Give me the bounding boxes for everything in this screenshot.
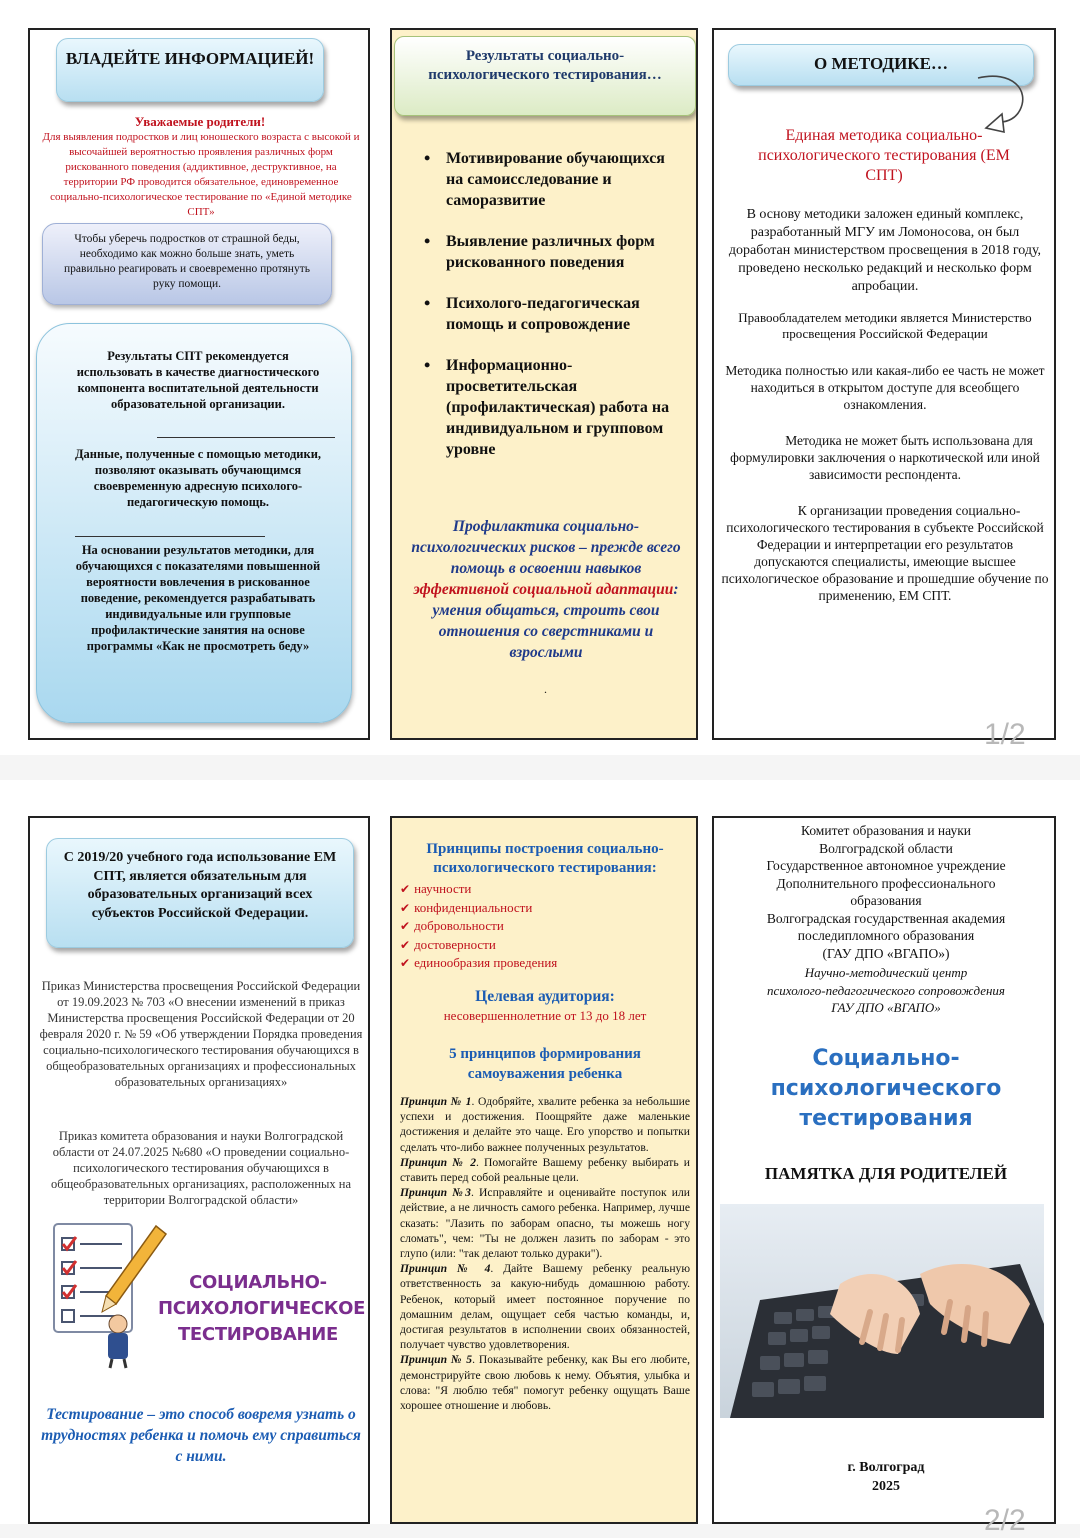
check-icon: ✔ bbox=[400, 900, 411, 915]
divider bbox=[75, 536, 265, 537]
goal-item: • Психолого-педагогическая помощь и сопровождение bbox=[420, 293, 684, 335]
center-line: ГАУ ДПО «ВГАПО» bbox=[831, 1000, 941, 1015]
panel-about bbox=[712, 28, 1056, 740]
help-text: Чтобы уберечь подростков от страшной беды, необходимо как можно больше знать, уметь правильно реагировать и своевременно протянуть руку помощи. bbox=[64, 233, 310, 290]
page-1 bbox=[0, 0, 1080, 755]
tagline: Тестирование – это способ вовремя узнать о трудностях ребенка и помочь ему справиться с ними. bbox=[41, 1406, 361, 1465]
principle-text: . Исправляйте и оценивайте поступок или действие, а не личность самого ребенка. Например, лучше сказать: "Лазить по заборам опасно, ты можешь ногу сломать", чем: "Ты не должен лазить по заборам - это глупо (или: "так делают только дураки"). bbox=[400, 1186, 690, 1261]
mandatory-banner-text: С 2019/20 учебного года использование ЕМ СПТ, является обязательным для образовательных организаций всех субъектов Российской Федерации. bbox=[63, 850, 337, 921]
principle-item bbox=[400, 917, 680, 936]
panel-mandatory bbox=[28, 816, 370, 1524]
order-1: Приказ Министерства просвещения Российской Федерации от 19.09.2023 № 703 «О внесении изменений в приказ Министерства просвещения Российской Федерации от 20 февраля 2020 г. № 59 «Об утверждении Порядка проведения социально-психологического тестирования обучающихся в общеобразовательных организациях и профессиональных образовательных организациях» bbox=[39, 979, 363, 1089]
help-box bbox=[42, 223, 332, 305]
principle-label: единообразия проведения bbox=[414, 955, 558, 970]
principle-paragraph bbox=[400, 1094, 690, 1155]
principles-title: Принципы построения социально-психологического тестирования: bbox=[426, 841, 664, 876]
principle-paragraph bbox=[400, 1261, 690, 1352]
principle-item bbox=[400, 936, 680, 955]
method-title: Единая методика социально-психологического тестирования (ЕМ СПТ) bbox=[758, 127, 1010, 184]
center-name bbox=[720, 964, 1052, 1017]
about-p5: К организации проведения социально-психологического тестирования в субъекте Российской Федерации и интерпретации его результатов допускаются специалисты, имеющие высшее психологическое образование и прошедшие обучение по применению, ЕМ СПТ. bbox=[721, 503, 1049, 603]
goals-list bbox=[420, 148, 684, 480]
city: г. Волгоград bbox=[847, 1460, 925, 1475]
logo-text bbox=[158, 1270, 366, 1348]
principle-text: . Одобряйте, хвалите ребенка за небольшие успехи и достижения. Поощряйте даже маленькие достижения и делайте это чаще. Его упорство и попытки сделать что-либо важнее полученных результатов. bbox=[400, 1095, 690, 1154]
center-line: психолого-педагогического сопровождения bbox=[767, 982, 1005, 998]
slogan-part-1: Профилактика социально-психологических рисков – прежде всего помощь в освоении навыков bbox=[411, 518, 681, 577]
inform-banner bbox=[56, 38, 324, 102]
goal-item: • Выявление различных форм рискованного поведения bbox=[420, 231, 684, 273]
divider bbox=[157, 437, 335, 438]
rec-p1: Результаты СПТ рекомендуется использовать в качестве диагностического компонента воспитательной деятельности образовательной организации. bbox=[76, 349, 320, 411]
principle-label: Принцип № 2 bbox=[400, 1155, 476, 1169]
about-p3: Методика полностью или какая-либо ее часть не может находиться в открытом доступе для всеобщего ознакомления. bbox=[725, 363, 1045, 412]
org-line: Государственное автономное учреждение bbox=[766, 858, 1006, 873]
audience-title: Целевая аудитория: bbox=[475, 988, 615, 1005]
principle-label: конфиденциальности bbox=[414, 899, 533, 915]
slogan bbox=[406, 516, 686, 663]
principle-text: . Показывайте ребенку, как Вы его любите, демонстрируйте свою любовь к нему. Объятия, улыбка и слова: "Я люблю тебя" помогут ребенку ощущать Ваше хорошее отношение и любовь. bbox=[400, 1353, 691, 1413]
check-icon: ✔ bbox=[400, 956, 411, 970]
panel-principles bbox=[390, 816, 698, 1524]
goal-item: • Мотивирование обучающихся на самоисследование и саморазвитие bbox=[420, 148, 684, 211]
logo-line-3: ТЕСТИРОВАНИЕ bbox=[177, 1324, 339, 1345]
principle-paragraph bbox=[400, 1185, 690, 1261]
about-banner-text: О МЕТОДИКЕ… bbox=[814, 54, 948, 73]
center-line: Научно-методический центр bbox=[804, 965, 968, 980]
org-line: Дополнительного профессионального bbox=[776, 875, 996, 891]
panel-cover bbox=[712, 816, 1056, 1524]
about-p2: Правообладателем методики является Министерство просвещения Российской Федерации bbox=[738, 310, 1032, 341]
slogan-part-2: : умения общаться, строить свои отношения со сверстниками и взрослыми bbox=[432, 581, 679, 661]
principle-paragraph bbox=[400, 1155, 690, 1185]
principle-paragraph bbox=[400, 1352, 690, 1413]
about-p1: В основу методики заложен единый комплекс, разработанный МГУ им Ломоносова, он был доработан министерством просвещения в 2018 году, проведено несколько редакций и несколько форм апробации. bbox=[728, 207, 1042, 294]
org-line: Волгоградской области bbox=[819, 840, 953, 856]
organization bbox=[720, 822, 1052, 962]
principles-details bbox=[400, 1094, 690, 1413]
recommendations-box bbox=[36, 323, 352, 723]
principle-label: Принцип № 4 bbox=[400, 1262, 491, 1276]
panel-inform bbox=[28, 28, 370, 740]
greeting: Уважаемые родители! bbox=[134, 114, 266, 129]
about-p4: Методика не может быть использована для формулировки заключения о наркотической или иной зависимости респондента. bbox=[730, 433, 1040, 482]
principle-label: научности bbox=[414, 881, 472, 896]
slogan-highlight: эффективной социальной адаптации bbox=[413, 581, 674, 598]
principle-item bbox=[400, 880, 680, 899]
org-line: Комитет образования и науки bbox=[800, 823, 971, 838]
org-line: (ГАУ ДПО «ВГАПО») bbox=[822, 945, 950, 961]
check-icon: ✔ bbox=[400, 919, 411, 933]
org-line: образования bbox=[850, 893, 922, 908]
principle-text: . Помогайте Вашему ребенку выбирать и ставить перед собой реальные цели. bbox=[400, 1155, 690, 1185]
keyboard-photo-icon bbox=[720, 1204, 1044, 1418]
results-banner bbox=[394, 36, 696, 116]
logo-line-1: СОЦИАЛЬНО- bbox=[189, 1272, 327, 1293]
audience-text: несовершеннолетние от 13 до 18 лет bbox=[443, 1008, 647, 1023]
rec-p2: Данные, полученные с помощью методики, позволяют оказывать обучающимся своевременную адресную психолого-педагогическую помощь. bbox=[74, 447, 322, 509]
cover-title: Социально-психологического тестирования bbox=[770, 1046, 1002, 1131]
principle-label: Принцип №3 bbox=[400, 1186, 471, 1200]
principle-text: . Дайте Вашему ребенку реальную ответственность за какую-нибудь домашнюю работу. Ребенок, который имеет постоянное поручение по домашним делам, ощущает себя частью команды, и, достигая результатов в исполнении своих обязанностей, получает чувство удовлетворения. bbox=[400, 1262, 690, 1352]
rec-p3: На основании результатов методики, для обучающихся с показателями повышенной вероятности вовлечения в рискованное поведение, рекомендуется разрабатывать индивидуальные или групповые профилактические занятия на основе программы «Как не просмотреть беду» bbox=[75, 543, 321, 653]
cover-subtitle: ПАМЯТКА ДЛЯ РОДИТЕЛЕЙ bbox=[764, 1164, 1008, 1183]
principle-label: Принцип № 5 bbox=[400, 1353, 473, 1367]
principle-item bbox=[400, 954, 680, 973]
principle-label: добровольности bbox=[414, 918, 504, 933]
intro-text: Для выявления подростков и лиц юношеского возраста с высокой и высочайшей вероятностью проявления различных форм рискованного поведения (аддиктивное, деструктивное, на территории РФ проводится обязательное, единовременное социально-психологическое тестирование по «Единой методике СПТ» bbox=[42, 131, 360, 218]
page-2 bbox=[0, 780, 1080, 1537]
page-number: 1/2 bbox=[984, 718, 1026, 751]
principles-list bbox=[400, 880, 680, 973]
inform-banner-text: ВЛАДЕЙТЕ ИНФОРМАЦИЕЙ! bbox=[65, 49, 315, 68]
mandatory-banner bbox=[46, 838, 354, 948]
check-icon: ✔ bbox=[400, 882, 411, 896]
principle-label: достоверности bbox=[414, 936, 496, 952]
principle-item bbox=[400, 899, 680, 918]
order-2: Приказ комитета образования и науки Волгоградской области от 24.07.2025 №680 «О проведении социально-психологического тестирования обучающихся в общеобразовательных организациях, расположенных на территории Волгоградской области» bbox=[50, 1129, 352, 1207]
stray-dot: . bbox=[544, 682, 547, 696]
cover-footer bbox=[724, 1458, 1048, 1496]
goal-item: • Информационно-просветительская (профилактическая) работа на индивидуальном и групповом уровне bbox=[420, 355, 684, 460]
principle-label: Принцип № 1 bbox=[400, 1095, 472, 1108]
check-icon: ✔ bbox=[400, 937, 411, 952]
logo-line-2: ПСИХОЛОГИЧЕСКОЕ bbox=[158, 1298, 366, 1319]
five-title: 5 принципов формирования самоуважения ребенка bbox=[449, 1046, 641, 1082]
year: 2025 bbox=[872, 1479, 900, 1494]
org-line: последипломного образования bbox=[797, 928, 975, 943]
checklist-illustration-icon bbox=[44, 1220, 174, 1370]
panel-results bbox=[390, 28, 698, 740]
results-banner-text: Результаты социально-психологического тестирования… bbox=[428, 48, 662, 83]
page-number: 2/2 bbox=[984, 1504, 1026, 1537]
org-line: Волгоградская государственная академия bbox=[766, 910, 1006, 926]
